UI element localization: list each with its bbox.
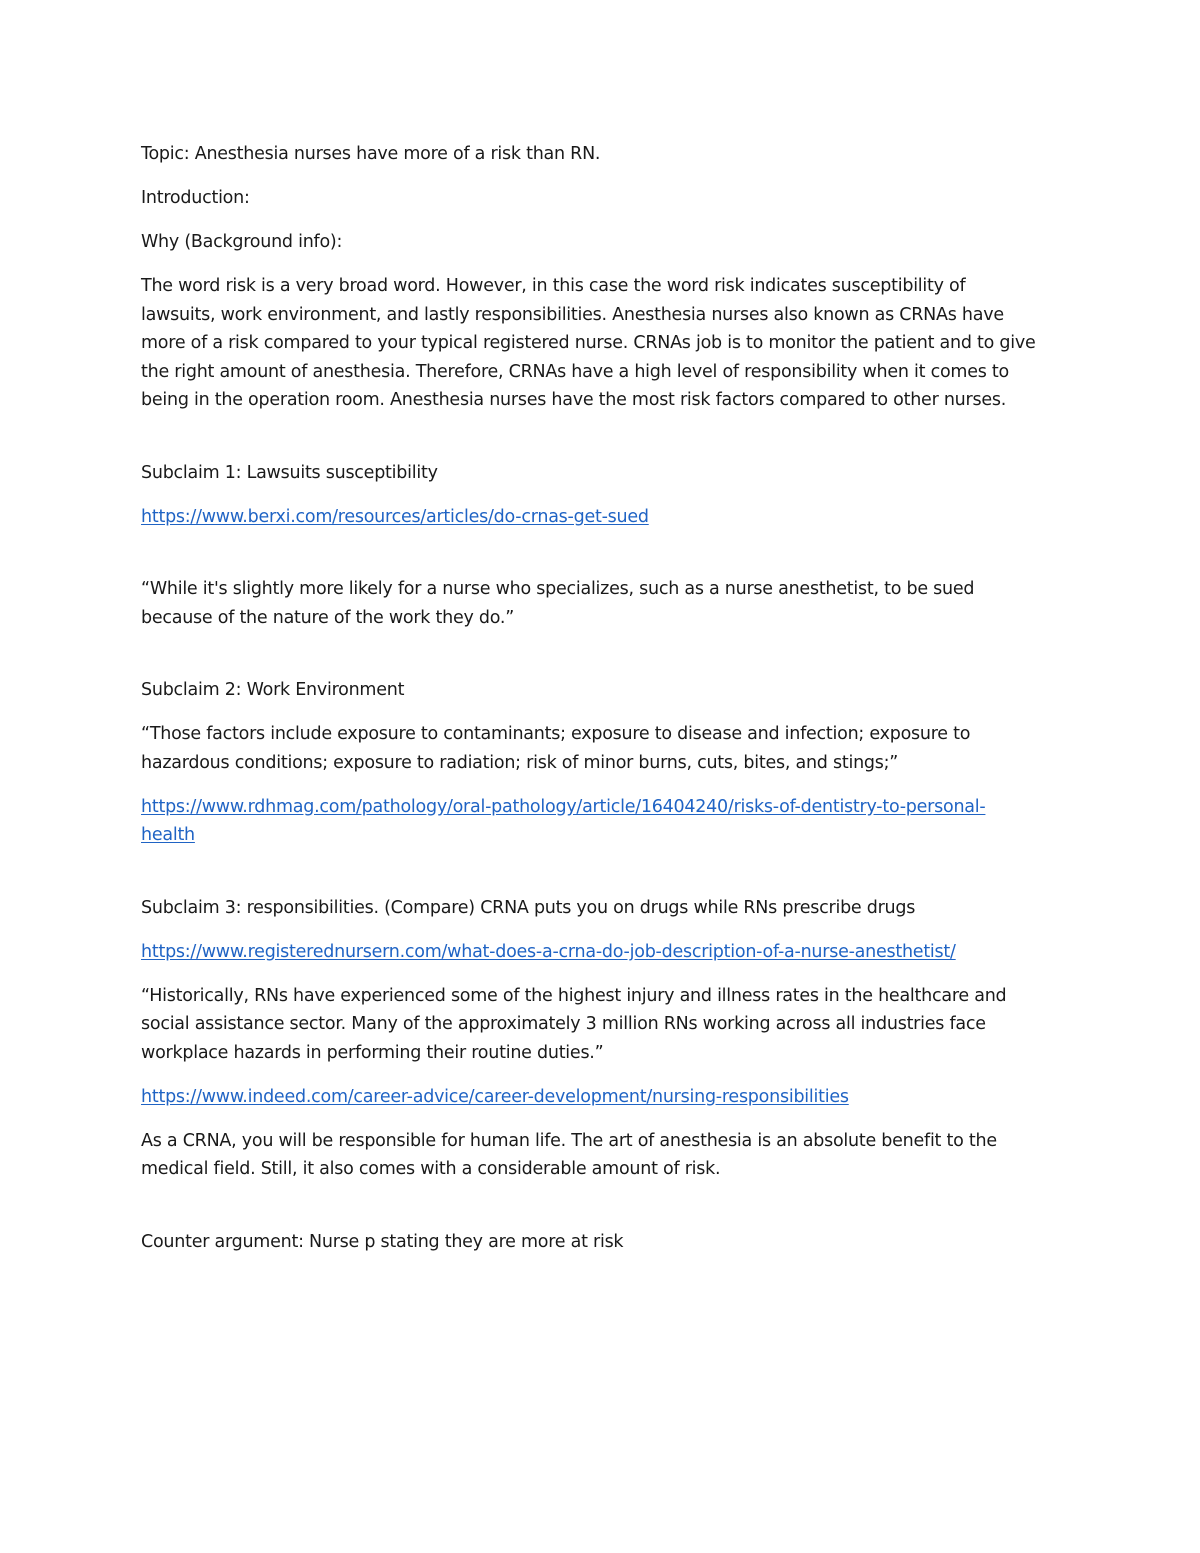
quote-line: “Historically, RNs have experienced some of the highest injury and illness rates in the healthcare and [141,985,1007,1006]
subclaim-2-link-paragraph [141,793,1061,850]
quote-line: social assistance sector. Many of the approximately 3 million RNs working across all industries face [141,1014,986,1034]
quote-line: hazardous conditions; exposure to radiation; risk of minor burns, cuts, bites, and stings;” [141,752,899,773]
why-background-label: Why (Background info): [141,232,343,252]
subclaim-1-source-link[interactable]: https://www.berxi.com/resources/articles/do-crnas-get-sued [141,506,649,527]
link-line: health [141,825,195,845]
subclaim-3-quote [141,982,1061,1068]
background-line: being in the operation room. Anesthesia nurses have the most risk factors compared to other nurses. [141,390,1007,410]
background-line: the right amount of anesthesia. Therefore, CRNAs have a high level of responsibility when it comes to [141,361,1009,382]
subclaim-3-link-1-paragraph [141,938,1061,967]
introduction-label: Introduction: [141,188,250,208]
subclaim-2-heading: Subclaim 2: Work Environment [141,680,405,700]
background-line: more of a risk compared to your typical registered nurse. CRNAs job is to monitor the patient and to give [141,333,1036,353]
closing-line: As a CRNA, you will be responsible for human life. The art of anesthesia is an absolute benefit to the [141,1130,997,1151]
subclaim-3-closing-paragraph [141,1127,1061,1184]
subclaim-3-heading: Subclaim 3: responsibilities. (Compare) CRNA puts you on drugs while RNs prescribe drugs [141,897,916,918]
subclaim-2-source-link[interactable] [141,793,1061,850]
background-line: The word risk is a very broad word. However, in this case the word risk indicates susceptibility of [141,276,966,296]
quote-line: because of the nature of the work they do.” [141,607,515,628]
subclaim-2-quote [141,720,1061,777]
subclaim-1-heading: Subclaim 1: Lawsuits susceptibility [141,462,438,483]
subclaim-3-link-2-paragraph [141,1083,1061,1112]
document-body [141,140,1061,1272]
link-line: https://www.rdhmag.com/pathology/oral-pathology/article/16404240/risks-of-dentistry-to-personal- [141,796,986,817]
subclaim-1-link-paragraph [141,503,1061,532]
closing-line: medical field. Still, it also comes with a considerable amount of risk. [141,1159,721,1179]
counter-argument-line: Counter argument: Nurse p stating they are more at risk [141,1231,624,1252]
topic-line: Topic: Anesthesia nurses have more of a risk than RN. [141,144,601,164]
quote-line: “While it's slightly more likely for a nurse who specializes, such as a nurse anesthetist, to be sued [141,579,975,599]
background-line: lawsuits, work environment, and lastly responsibilities. Anesthesia nurses also known as CRNAs have [141,304,1004,325]
quote-line: workplace hazards in performing their routine duties.” [141,1042,604,1063]
subclaim-3-source-link-1[interactable]: https://www.registerednursern.com/what-does-a-crna-do-job-description-of-a-nurse-anesthetist/ [141,941,956,962]
quote-line: “Those factors include exposure to contaminants; exposure to disease and infection; exposure to [141,724,971,744]
subclaim-1-quote [141,575,1061,632]
subclaim-3-source-link-2[interactable]: https://www.indeed.com/career-advice/career-development/nursing-responsibilities [141,1086,849,1107]
background-paragraph [141,272,1061,415]
